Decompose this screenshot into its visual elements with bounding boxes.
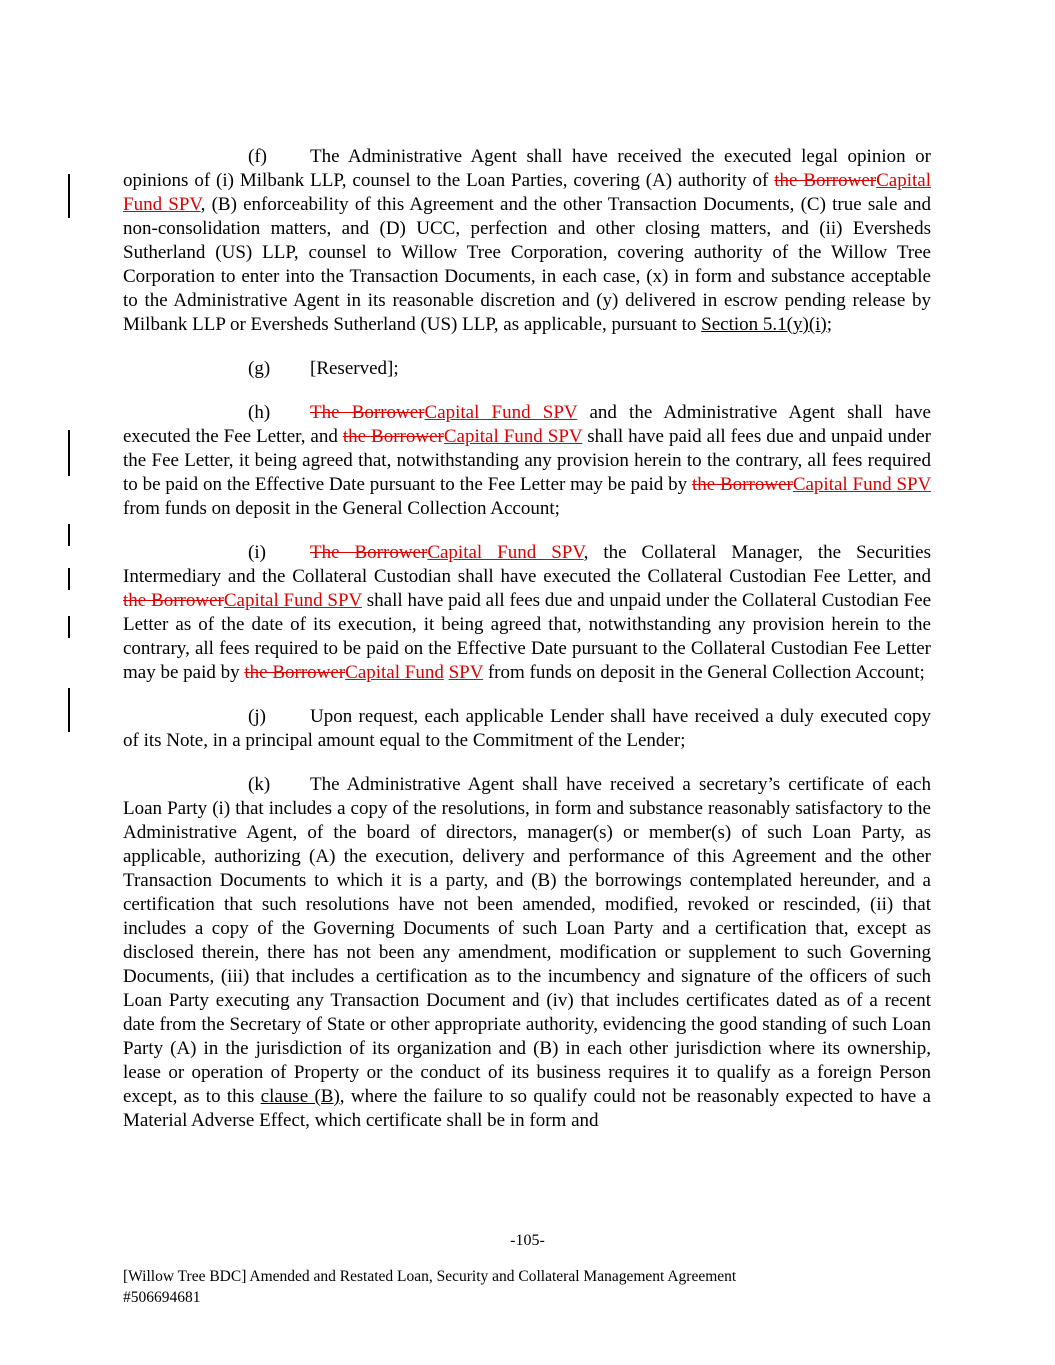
footer-title: [Willow Tree BDC] Amended and Restated Loan, Security and Collateral Management Agreement [123,1268,737,1285]
document-body [123,145,931,1153]
paragraph-label: (i) [248,542,266,563]
text-run: shall have paid all fees due and unpaid under the Collateral Custodian Fee Letter as of the date of its execution, it being agreed that, notwithstanding any provision herein to the contrary, all fees required to be paid on the Effective Date pursuant to the Collateral Custodian Fee Letter may be paid by [123,590,931,683]
inserted-text: Capital Fund SPV [427,542,584,563]
page-number: -105- [510,1232,545,1249]
text-run: , the Collateral Manager, the Securities Intermediary and the Collateral Custodian shall have executed the Collateral Custodian Fee Letter, and [123,542,931,587]
text-run: The Administrative Agent shall have received the executed legal opinion or opinions of (i) Milbank LLP, counsel to the Loan Parties, covering (A) authority of [123,146,931,191]
text-run: from funds on deposit in the General Collection Account; [483,662,925,683]
paragraph-label: (k) [248,774,271,795]
text-run: ; [826,314,833,335]
inserted-text: Capital Fund SPV [792,474,931,495]
paragraph-label: (j) [248,706,266,727]
deleted-text: The Borrower [310,542,428,563]
deleted-text: the Borrower [123,590,224,611]
inserted-text: Capital Fund SPV [123,170,931,215]
text-run: [Reserved]; [310,358,399,379]
change-bar [68,616,70,638]
inserted-text: Capital Fund SPV [223,590,362,611]
text-run: , (B) enforceability of this Agreement and the other Transaction Documents, (C) true sale and non-consolidation matters, and (D) UCC, perfection and other closing matters, and (ii) Eversheds Sutherland (US) LLP, counsel to Willow Tree Corporation, covering authority of the Willow Tree Corporation to enter into the Transaction Documents, in each case, (x) in form and substance acceptable to the Administrative Agent in its reasonable discretion and (y) delivered in escrow pending release by Milbank LLP or Eversheds Sutherland (US) LLP, as applicable, pursuant to [123,194,931,335]
paragraph-i [123,541,931,685]
paragraph-label: (g) [248,358,271,379]
paragraph-k [123,773,931,1133]
document-footer [123,1266,933,1308]
deleted-text: the Borrower [244,662,346,683]
deleted-text: the Borrower [691,474,793,495]
paragraph-label: (f) [248,146,267,167]
deleted-text: the Borrower [342,426,444,447]
text-run: and the Administrative Agent shall have executed the Fee Letter, and [123,402,931,447]
deleted-text: The Borrower [310,402,425,423]
change-bar [68,568,70,590]
inserted-text: Capital Fund [345,662,444,683]
text-run: The Administrative Agent shall have received a secretary’s certificate of each Loan Party (i) that includes a copy of the resolutions, in form and substance reasonably satisfactory to the Administrative Agent, of the board of directors, manager(s) or member(s) of such Loan Party, as applicable, authorizing (A) the execution, delivery and performance of this Agreement and the other Transaction Documents to which it is a party, and (B) the borrowings contemplated hereunder, and a certification that such resolutions have not been amended, modified, revoked or rescinded, (ii) that includes a copy of the Governing Documents of such Loan Party and a certification that, except as disclosed therein, there has not been any amendment, modification or supplement to such Governing Documents, (iii) that includes a certification as to the incumbency and signature of the officers of such Loan Party executing any Transaction Document and (iv) that includes certificates dated as of a recent date from the Secretary of State or other appropriate authority, evidencing the good standing of such Loan Party (A) in the jurisdiction of its organization and (B) in each other jurisdiction where its ownership, lease or operation of Property or the conduct of its business requires it to qualify as a foreign Person except, as to this [123,774,931,1107]
change-bar [68,524,70,546]
paragraph-label: (h) [248,402,271,423]
inserted-text: Capital Fund SPV [424,402,578,423]
change-bar [68,688,70,732]
text-run: Upon request, each applicable Lender shall have received a duly executed copy of its Note, in a principal amount equal to the Commitment of the Lender; [123,706,931,751]
inserted-text: Capital Fund SPV [443,426,583,447]
paragraph-g [123,357,931,381]
text-run: from funds on deposit in the General Collection Account; [123,498,560,519]
change-bar [68,174,70,218]
text-run: shall have paid all fees due and unpaid under the Fee Letter, it being agreed that, notwithstanding any provision herein to the contrary, all fees required to be paid on the Effective Date pursuant to the Fee Letter may be paid by [123,426,931,495]
paragraph-j [123,705,931,753]
underlined-reference: Section 5.1(y)(i) [701,314,827,335]
change-bar [68,430,70,476]
underlined-reference: clause (B) [260,1086,340,1107]
text-run: , where the failure to so qualify could not be reasonably expected to have a Material Adverse Effect, which certificate shall be in form and [123,1086,931,1131]
footer-doc-id: #506694681 [123,1289,201,1306]
deleted-text: the Borrower [774,170,877,191]
paragraph-f [123,145,931,337]
paragraph-h [123,401,931,521]
inserted-text: SPV [448,662,484,683]
